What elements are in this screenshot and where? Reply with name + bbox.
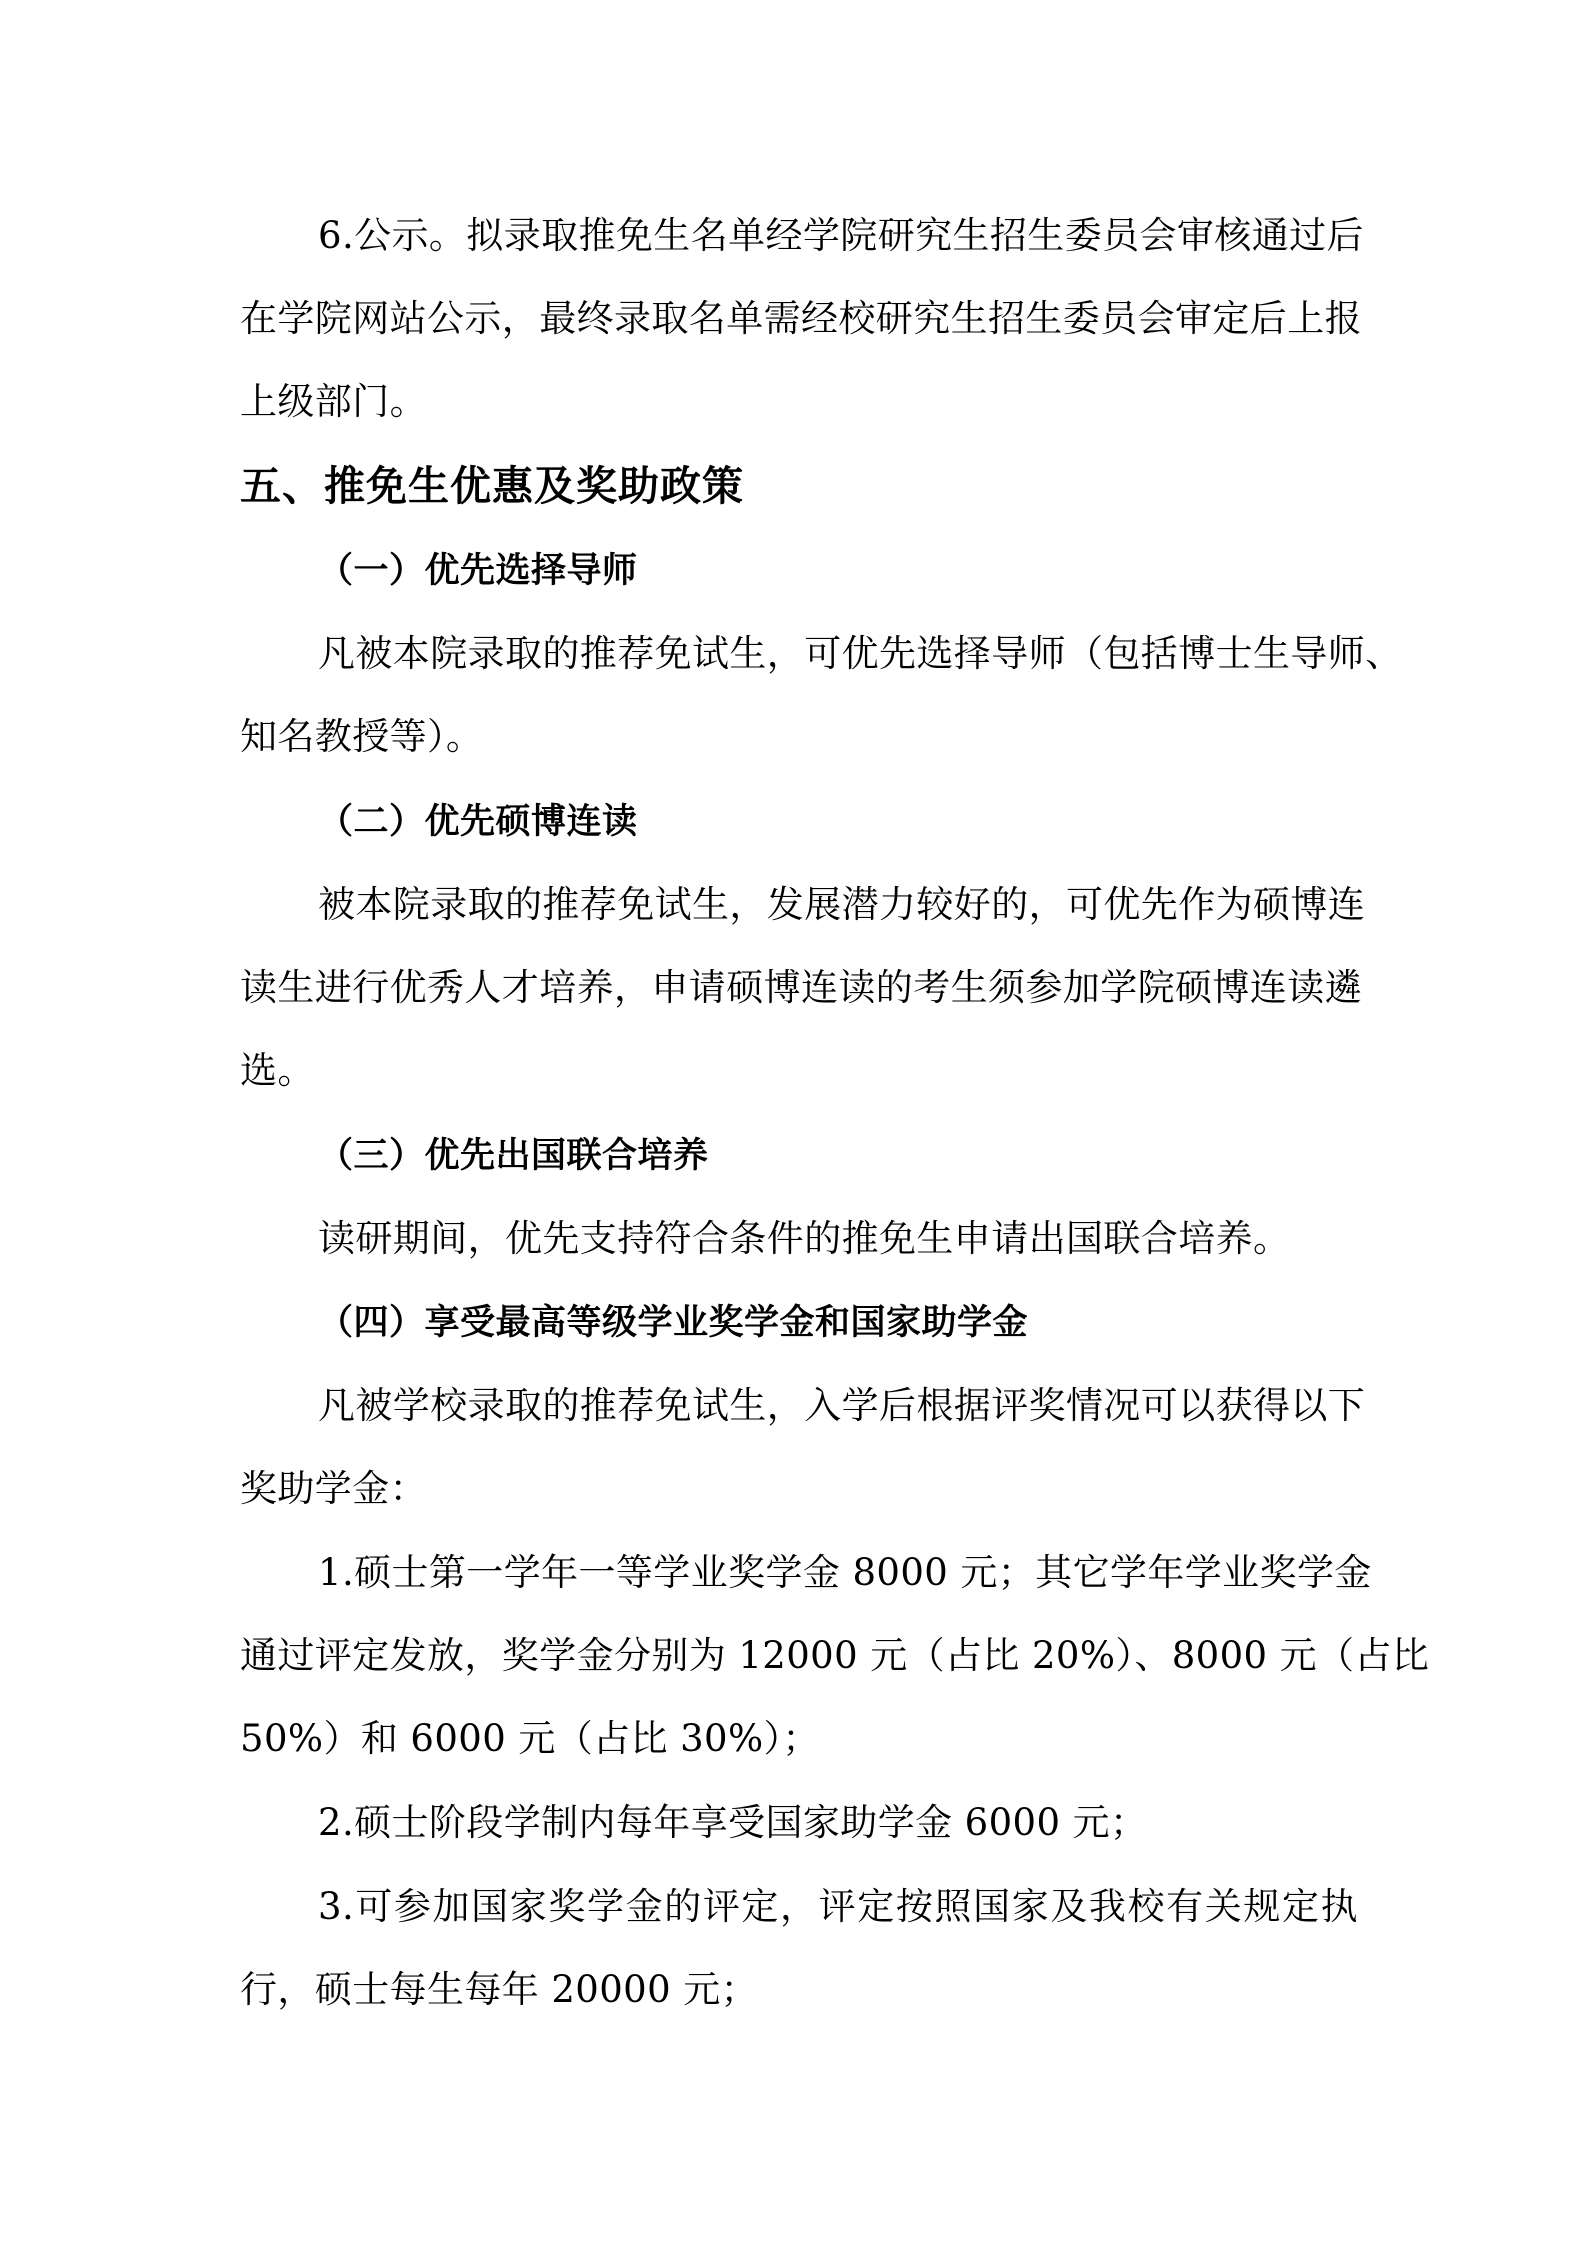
scholarship-item-1-line-3: 50%）和 6000 元（占比 30%）；	[240, 1717, 820, 1760]
subsection-1-line-1: 凡被本院录取的推荐免试生，可优先选择导师（包括博士生导师、	[318, 632, 1403, 675]
subsection-2-line-1: 被本院录取的推荐免试生，发展潜力较好的，可优先作为硕博连	[318, 883, 1366, 926]
subsection-1-heading: （一）优先选择导师	[318, 551, 638, 591]
section-5-heading: 五、推免生优惠及奖助政策	[240, 462, 744, 510]
scholarship-item-2-line-1: 2.硕士阶段学制内每年享受国家助学金 6000 元；	[318, 1801, 1148, 1844]
subsection-2-heading: （二）优先硕博连读	[318, 802, 638, 842]
subsection-4-heading: （四）享受最高等级学业奖学金和国家助学金	[318, 1303, 1029, 1343]
subsection-4-intro-line-2: 奖助学金：	[240, 1467, 427, 1510]
item6-line-2: 在学院网站公示，最终录取名单需经校研究生招生委员会审定后上报	[240, 297, 1362, 340]
scholarship-item-3-line-2: 行，硕士每生每年 20000 元；	[240, 1968, 759, 2011]
scholarship-item-1-line-1: 1.硕士第一学年一等学业奖学金 8000 元；其它学年学业奖学金	[318, 1551, 1372, 1594]
subsection-1-line-2: 知名教授等）。	[240, 715, 484, 758]
item6-line-3: 上级部门。	[240, 380, 427, 423]
item6-line-1: 6.公示。拟录取推免生名单经学院研究生招生委员会审核通过后	[318, 214, 1364, 257]
subsection-4-intro-line-1: 凡被学校录取的推荐免试生，入学后根据评奖情况可以获得以下	[318, 1384, 1366, 1427]
subsection-3-line-1: 读研期间，优先支持符合条件的推免生申请出国联合培养。	[318, 1217, 1291, 1260]
subsection-3-heading: （三）优先出国联合培养	[318, 1136, 709, 1176]
scholarship-item-3-line-1: 3.可参加国家奖学金的评定，评定按照国家及我校有关规定执	[318, 1885, 1358, 1928]
subsection-2-line-3: 选。	[240, 1049, 315, 1092]
subsection-2-line-2: 读生进行优秀人才培养，申请硕博连读的考生须参加学院硕博连读遴	[240, 966, 1362, 1009]
scholarship-item-1-line-2: 通过评定发放，奖学金分别为 12000 元（占比 20%）、8000 元（占比	[240, 1634, 1430, 1677]
